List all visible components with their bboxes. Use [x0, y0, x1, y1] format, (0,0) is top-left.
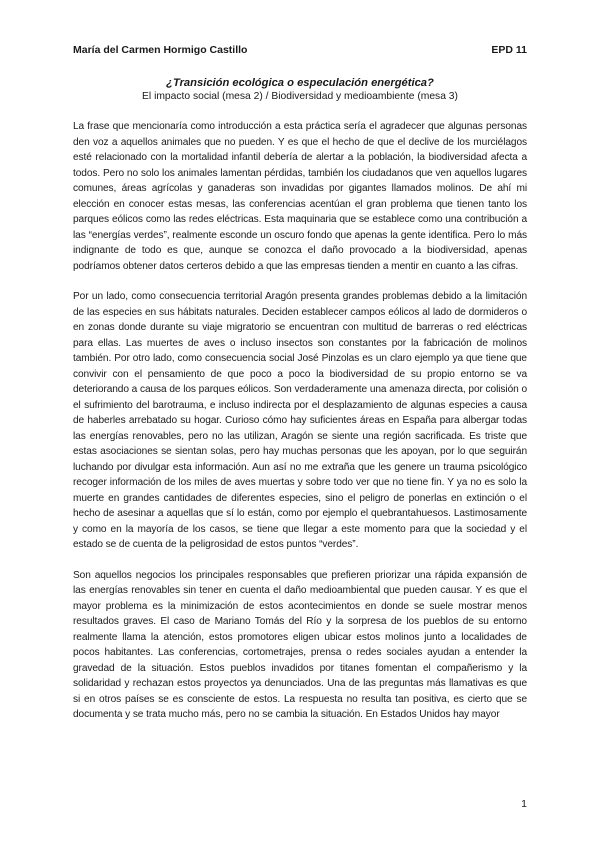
header-course-code: EPD 11: [491, 44, 527, 56]
document-body: [73, 119, 527, 738]
paragraph: La frase que mencionaría como introducción a esta práctica sería el agradecer que algunas personas den voz a aquellos animales que no pueden. Y es que el hecho de que el declive de los murciélagos esté relacionado con la mortalidad infantil debería de alertar a la población, la biodiversidad afecta a todos. Pero no solo los animales lamentan pérdidas, también los ciudadanos que ven aquellos lugares comunes, áreas agrícolas y ganaderas son invadidas por gigantes llamados molinos. De ahí mi elección en conocer estas mesas, las conferencias acentúan el gran problema que tienen tanto los parques eólicos como las redes eléctricas. Esta maquinaria que se establece como una contribución a las “energías verdes”, realmente esconde un oscuro fondo que apenas la gente identifica. Pero lo más indignante de todo es que, aunque se conozca el daño provocado a la biodiversidad, apenas podríamos obtener datos certeros debido a que las empresas tienden a mentir en cuanto a las cifras.: [73, 121, 527, 272]
paragraph: Por un lado, como consecuencia territorial Aragón presenta grandes problemas debido a la limitación de las especies en sus hábitats naturales. Deciden establecer campos eólicos al lado de dormideros o en zonas donde durante su viaje migratorio se encuentran con multitud de barreras o red eléctricas para ellas. Las muertes de aves o incluso insectos son constantes por la fabricación de molinos también. Por otro lado, como consecuencia social José Pinzolas es un claro ejemplo ya que tiene que convivir con el pensamiento de que poco a poco la biodiversidad de su propio entorno se va deteriorando a causa de los parques eólicos. Son verdaderamente una amenaza directa, por colisión o el sufrimiento del barotrauma, e incluso indirecta por el desplazamiento de algunas especies a causa de haberles arrebatado su hogar. Curioso cómo hay suficientes áreas en España para albergar todas las energías renovables, pero no las utilizan, Aragón se siente una región sacrificada. Es triste que estas asociaciones se sientan solas, pero hay muchas personas que les apoyan, por lo que seguirán luchando por divulgar esta información. Aun así no me extraña que les genere un trauma psicológico recoger información de los miles de aves muertas y sobre todo ver que no tiene fin. Y ya no es solo la muerte en grandes cantidades de diferentes especies, sino el peligro de ponerlas en extinción o el hecho de asesinar a aquellas que sí lo están, como por ejemplo el quebrantahuesos. Lastimosamente y como en la mayoría de los casos, se tiene que llegar a este momento para que la sociedad y el estado se de cuenta de la peligrosidad de estos puntos “verdes”.: [73, 291, 527, 550]
header-author: María del Carmen Hormigo Castillo: [73, 44, 248, 56]
page-number: 1: [521, 798, 527, 810]
document-title: ¿Transición ecológica o especulación energética?: [166, 77, 434, 89]
document-subtitle: El impacto social (mesa 2) / Biodiversidad y medioambiente (mesa 3): [142, 91, 458, 102]
paragraph: Son aquellos negocios los principales responsables que prefieren priorizar una rápida expansión de las energías renovables sin tener en cuenta el daño medioambiental que pueden causar. Y es que el mayor problema es la minimización de estos acontecimientos en donde se suele mostrar menos resultados graves. El caso de Mariano Tomás del Río y la sorpresa de los pueblos de su entorno realmente llama la atención, estos promotores eligen ubicar estos molinos junto a localidades de pocos habitantes. Las conferencias, cortometrajes, prensa o redes sociales ayudan a entender la gravedad de la situación. Estos pueblos invadidos por titanes fomentan el compañerismo y la solidaridad y rechazan estos proyectos ya denunciados. Una de las preguntas más llamativas es que si en otros países se es consciente de estos. La respuesta no resulta tan positiva, es cierto que se documenta y se trata mucho más, pero no se cambia la situación. En Estados Unidos hay mayor: [73, 569, 527, 720]
